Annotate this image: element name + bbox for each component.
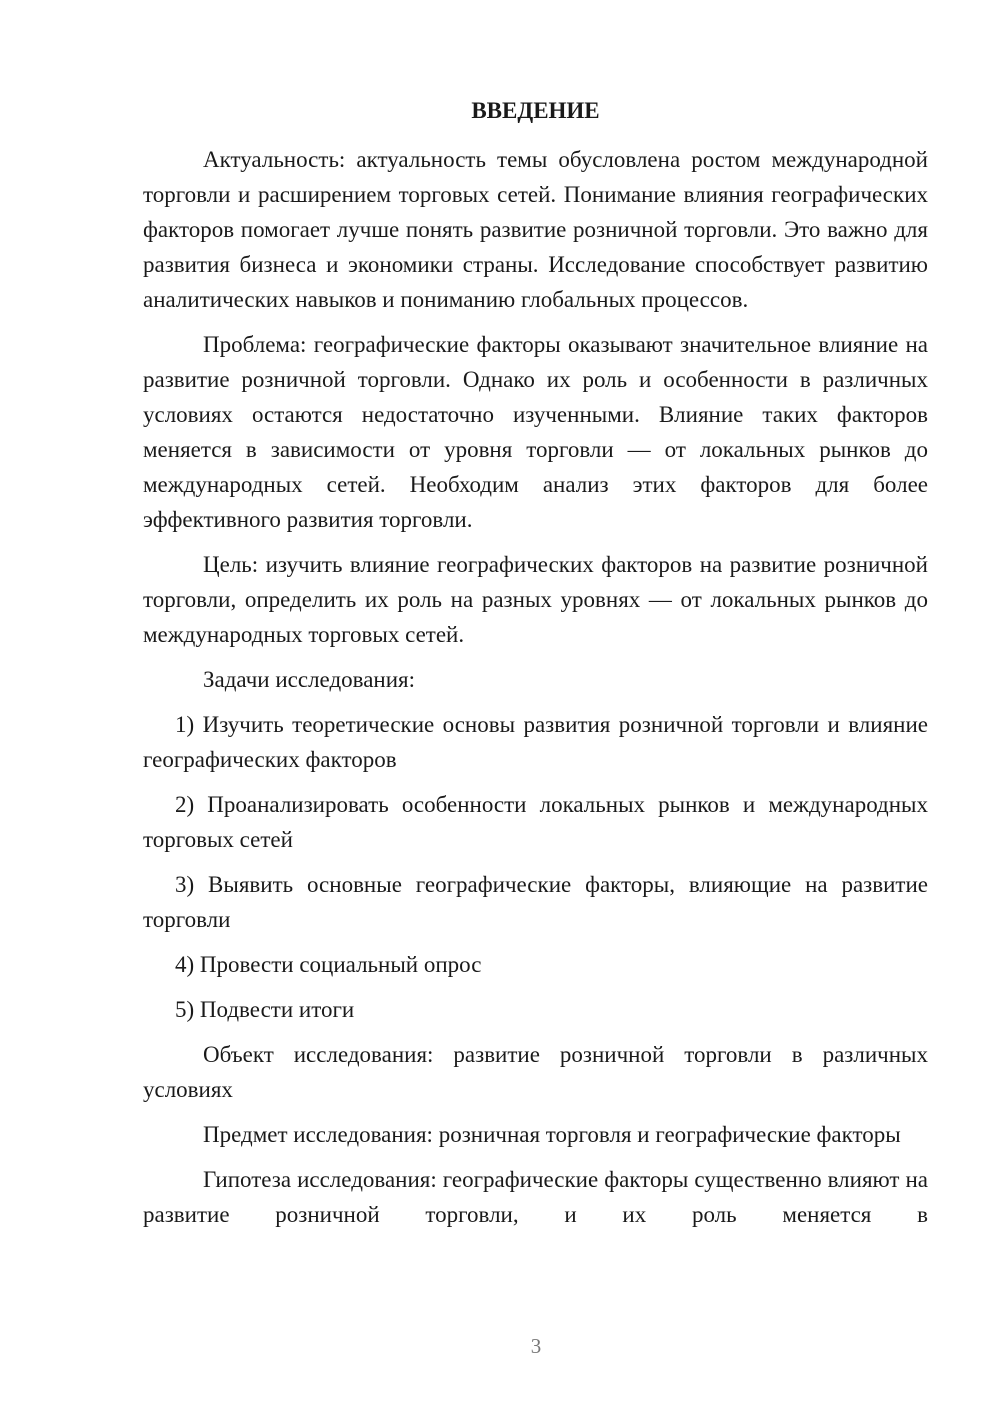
section-heading: ВВЕДЕНИЕ: [471, 98, 600, 123]
task-item-5: 5) Подвести итоги: [175, 997, 355, 1022]
task-item-4: 4) Провести социальный опрос: [175, 952, 482, 977]
page-number: 3: [530, 1334, 542, 1358]
paragraph-goal: Цель: изучить влияние географических факторов на развитие розничной торговли, определить их роль на разных уровнях — от локальных рынков до международных торговых сетей.: [143, 552, 928, 647]
paragraph-object: Объект исследования: развитие розничной торговли в различных условиях: [143, 1042, 928, 1102]
tasks-title: Задачи исследования:: [203, 667, 416, 692]
page-content: [143, 93, 928, 1242]
task-item-1: 1) Изучить теоретические основы развития розничной торговли и влияние географических факторов: [143, 712, 928, 772]
paragraph-hypothesis: Гипотеза исследования: географические факторы существенно влияют на развитие розничной торговли, и их роль меняется в: [143, 1167, 928, 1227]
task-item-3: 3) Выявить основные географические факторы, влияющие на развитие торговли: [143, 872, 928, 932]
paragraph-relevance: Актуальность: актуальность темы обусловлена ростом международной торговли и расширением торговых сетей. Понимание влияния географических факторов помогает лучше понять развитие розничной торговли. Это важно для развития бизнеса и экономики страны. Исследование способствует развитию аналитических навыков и пониманию глобальных процессов.: [143, 147, 928, 312]
paragraph-problem: Проблема: географические факторы оказывают значительное влияние на развитие розничной торговли. Однако их роль и особенности в различных условиях остаются недостаточно изученными. Влияние таких факторов меняется в зависимости от уровня торговли — от локальных рынков до международных сетей. Необходим анализ этих факторов для более эффективного развития торговли.: [143, 332, 928, 532]
paragraph-subject: Предмет исследования: розничная торговля и географические факторы: [203, 1122, 901, 1147]
task-item-2: 2) Проанализировать особенности локальных рынков и международных торговых сетей: [143, 792, 928, 852]
